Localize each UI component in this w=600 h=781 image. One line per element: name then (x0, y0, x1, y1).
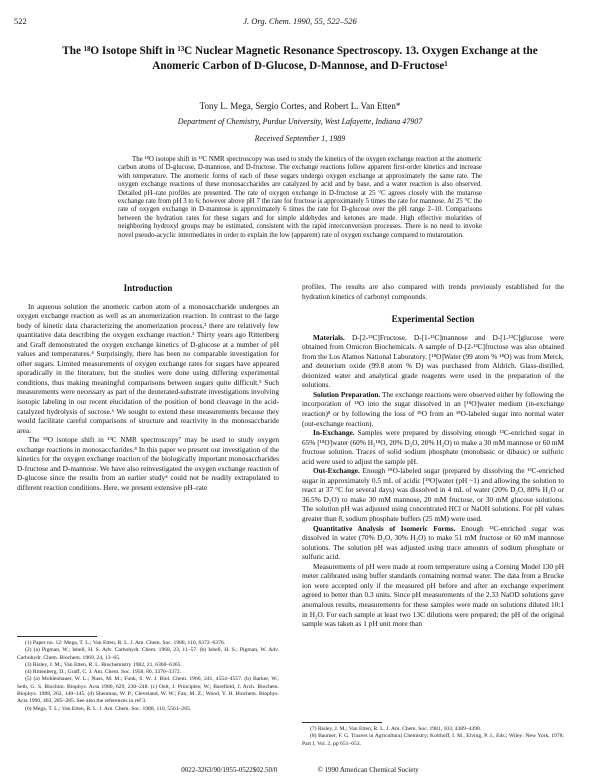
paragraph-text: Measurements of pH were made at room temperature using a Corning Model 130 pH meter calibrated using buffer standards containing normal water. The data from a Brucke ion were accepted only if the measured pH before and after an exchange experiment agreed to better than 0.3 units. Since pH measurements of the 2.33 NaOD solutions gave anomalous results, measurements for these samples were made on solutions diluted 10:1 in H₂O. For each sample at least two 13C dilutions were prepared; the pH of the original sample was taken as 1 pH unit more than (302, 561, 564, 629)
runin-heading: Materials. (313, 332, 345, 342)
running-head (14, 14, 586, 28)
runin-heading: In-Exchange. (313, 428, 355, 438)
abstract: The ¹⁸O isotope shift in ¹³C NMR spectroscopy was used to study the kinetics of the oxygen exchange reaction at the anomeric carbon atoms of D-glucose, D-mannose, and D-fructose. The exchange reactions follow apparent first-order kinetics and increase with temperature. The anomeric forms of each of these sugars undergo oxygen exchange at approximately the same rate. The oxygen exchange reactions of these monosaccharides are catalyzed by acid and by base, and a water reaction is also observed. Detailed pH–rate profiles are presented. The rate of oxygen exchange in D-fructose at 25 °C agrees closely with the mutarose exchange rate from pH 3 to 6; however above pH 7 the rate for fructose is approximately 5 times the rate for mannose. At 25 °C the rate of oxygen exchange in D-mannose is approximately 6 times the rate for D-glucose over the pH range 2–10. Comparisons between the hydration rates for these sugars and for simple aldehydes and ketones are made. High effective molarities of neighboring hydroxyl groups may be estimated, consistent with the rapid interconversion processes. There is no need to invoke novel pseudo-acyclic intermediates in order to explain the low (apparent) rate of oxygen exchange compared to mutarotation. (118, 156, 482, 239)
article-title: The ¹⁸O Isotope Shift in ¹³C Nuclear Magnetic Resonance Spectroscopy. 13. Oxygen Exchange at the Anomeric Carbon of D-Glucose, D-Mannose, and D-Fructose¹ (62, 45, 538, 72)
page-footer (0, 766, 600, 776)
footnote: (3) Risley, J. M.; Van Etten, R. L. Biochemistry 1982, 21, 6360–6365. (25, 661, 182, 668)
footnote-rule (302, 722, 382, 723)
paragraph-materials (302, 333, 564, 390)
paragraph-text: D-[2-¹³C]Fructose, D-[1-¹³C]mannose and D-[1-¹³C]glucose were obtained from Omicron Biochemicals. A sample of D-[2-¹³C]fructose was also obtained from the Los Alamos National Laboratory. [¹⁸O]Water (99 atom % ¹⁸O) was from Merck, and deuterium oxide (99.8 atom % D) was purchased from Aldrich. Glass-distilled, deionized water and analytical grade reagents were used in the preparation of the solutions. (302, 332, 564, 390)
right-column (302, 282, 564, 629)
affiliation: Department of Chemistry, Purdue University, West Lafayette, Indiana 47907 (177, 117, 423, 126)
footnote: (2) (a) Pigman, W.; Isbell, H. S. Adv. Carbohydr. Chem. 1968, 23, 11–57. (b) Isbell, H. S.; Pigman, W. Adv. Carbohydr. Chem. Biochem. 1969, 24, 13–65. (17, 647, 279, 661)
copyright-notice: © 1990 American Chemical Society (317, 766, 419, 774)
footnote: (5) (a) Mohlenhauer, W. L.; Nuss, M. M.; Funk, S. W. J. Biol. Chem. 1966, 241, 4554–4557. (b) Barker, W.; Seib, G. S. Biochim. Biophys. Acta 1980, 629, 230–248. (c) Oelt, J. Principles; W.; Barefield, J. Arch. Biochem. Biophys. 1988, 262, 140–145. (d) Shenman, W. P.; Cleveland, W. W.; Fan, M. Z.; Wood, Y. H. Biochem. Biophys. Acta 1990, 403, 285–285. See also the references in ref 3. (17, 676, 279, 705)
received-date: Received September 1, 1989 (254, 134, 346, 143)
article-code: 0022-3263/90/1955-0522$02.50/0 (181, 766, 278, 774)
footnote: (4) Rittenberg, D.; Graff, C. J. Am. Chem. Soc. 1958, 80, 3370–3372. (25, 669, 182, 676)
section-heading-experimental: Experimental Section (391, 314, 475, 325)
paragraph-text: Enough ¹⁸O-labeled sugar (prepared by dissolving the ¹³C-enriched sugar in approximately 0.5 mL of acidic [¹⁸O]water (pH ~1) and allowing the solution to react at 37 °C for several days) was dissolved in 4 mL of water (20% D₂O, 80% H₂O or 36.5% D₂O) to make 30 mM mannose, 20 mM fructose, or 30 mM glucose solutions. The solution pH was adjusted using concentrated HCl or NaOH solutions. For pH values greater than 8, sodium phosphate buffers (25 mM) were used. (302, 466, 564, 524)
footnote: (6) Mega, T. L.; Van Etten, R. L. J. Am. Chem. Soc. 1988, 110, 5561–265. (25, 705, 192, 712)
paragraph-continuation: profiles. The results are also compared with trends previously established for the hydration kinetics of carbonyl compounds. (302, 282, 564, 301)
journal-citation: J. Org. Chem. 1990, 55, 522–526 (243, 16, 357, 26)
page-number: 522 (14, 16, 27, 26)
left-column (17, 284, 279, 492)
footnote-rule (17, 636, 97, 637)
paragraph: In aqueous solution the anomeric carbon atom of a monosaccharide undergoes an oxygen exchange reaction as well as an anomerization reaction. In contrast to the large body of kinetic data characterizing the anomerization process,² there are relatively few quantitative data describing the oxygen exchange reaction.³ Thirty years ago Rittenberg and Graff demonstrated the oxygen exchange kinetics of D-glucose at a number of pH values and temperatures.⁴ Surprisingly, there has been no comparable investigation for other sugars. Limited measurements of oxygen exchange rates for sugars have appeared sporadically in the literature, but the studies were done using differing experimental conditions, thus making meaningful comparisons between sugars quite difficult.⁵ Such measurements were necessary as part of the deuterated-substrate investigations involving isotopic labeling in our recent elucidation of the position of bond cleavage in the acid-catalyzed hydrolysis of sucrose.⁶ We sought to extend these measurements because they would facilitate careful comparisons of structure and reactivity in the monosaccharide area. (17, 301, 279, 435)
paragraph: The ¹⁸O isotope shift in ¹³C NMR spectroscopy⁷ may be used to study oxygen exchange reactions in monosaccharides.⁸ In this paper we present our investigation of the kinetics for the oxygen exchange reaction of the biologically important monosaccharides D-fructose and D-mannose. We have also reinvestigated the oxygen exchange reaction of D-glucose since the results from an earlier study⁴ could not be readily extrapolated to different reaction conditions. Here, we present extensive pH–rate (17, 435, 279, 492)
runin-heading: Quantitative Analysis of Isomeric Forms. (313, 523, 456, 533)
author-list: Tony L. Mega, Sergio Cortes, and Robert L. Van Etten* (199, 101, 401, 111)
paragraph-text: Samples were prepared by dissolving enough ¹³C-enriched sugar in 65% [¹⁸O]water (60% H₂¹⁸O, 20% D₂O, 20% H₂O) to make a 30 mM mannose or 60 mM fructose solution. Traces of solid sodium phosphate (monobasic or dibasic) or sulfuric acid were used to adjust the sample pH. (302, 428, 564, 466)
paragraph-out-exchange (302, 466, 564, 523)
paragraph-text: Enough ¹³C-enriched sugar was dissolved in water (70% D₂O, 30% H₂O) to make 51 mM fructose or 60 mM mannose solutions. The solution pH was adjusted using trace amounts of sodium phosphate or sulfuric acid. (302, 523, 564, 562)
section-spacer (302, 301, 564, 315)
section-heading-introduction: Introduction (123, 283, 173, 293)
paragraph-ph-measurement (302, 562, 564, 629)
footnote: (1) Paper no. 12: Mega, T. L.; Van Etten, R. L. J. Am. Chem. Soc. 1988, 110, 6372–6376. (25, 640, 226, 646)
runin-heading: Solution Preparation. (313, 389, 381, 399)
paragraph-in-exchange (302, 428, 564, 466)
right-footnotes (302, 726, 564, 748)
paragraph-quantitative-analysis (302, 524, 564, 562)
footnote: (7) Risley, J. M.; Van Etten, R. L. J. Am. Chem. Soc. 1981, 103, 4389–4390. (310, 726, 482, 732)
footnote: (8) Baumer, F. G. Tracers in Agricultural Chemistry; Kolthoff, I. M., Elving, P. J., Eds.; Wiley: New York, 1978; Part I, Vol. 2, pp 651–653. (302, 733, 564, 747)
left-footnotes (17, 640, 279, 713)
runin-heading: Out-Exchange. (313, 466, 360, 476)
paragraph-solution-preparation (302, 390, 564, 428)
paragraph-text: The exchange reactions were observed either by following the incorporation of ¹⁸O into the sugar dissolved in an [¹⁸O]water medium (in-exchange reaction)⁸ or by following the loss of ¹⁸O from an ¹⁸O-labeled sugar into normal water (out-exchange reaction). (302, 389, 565, 428)
